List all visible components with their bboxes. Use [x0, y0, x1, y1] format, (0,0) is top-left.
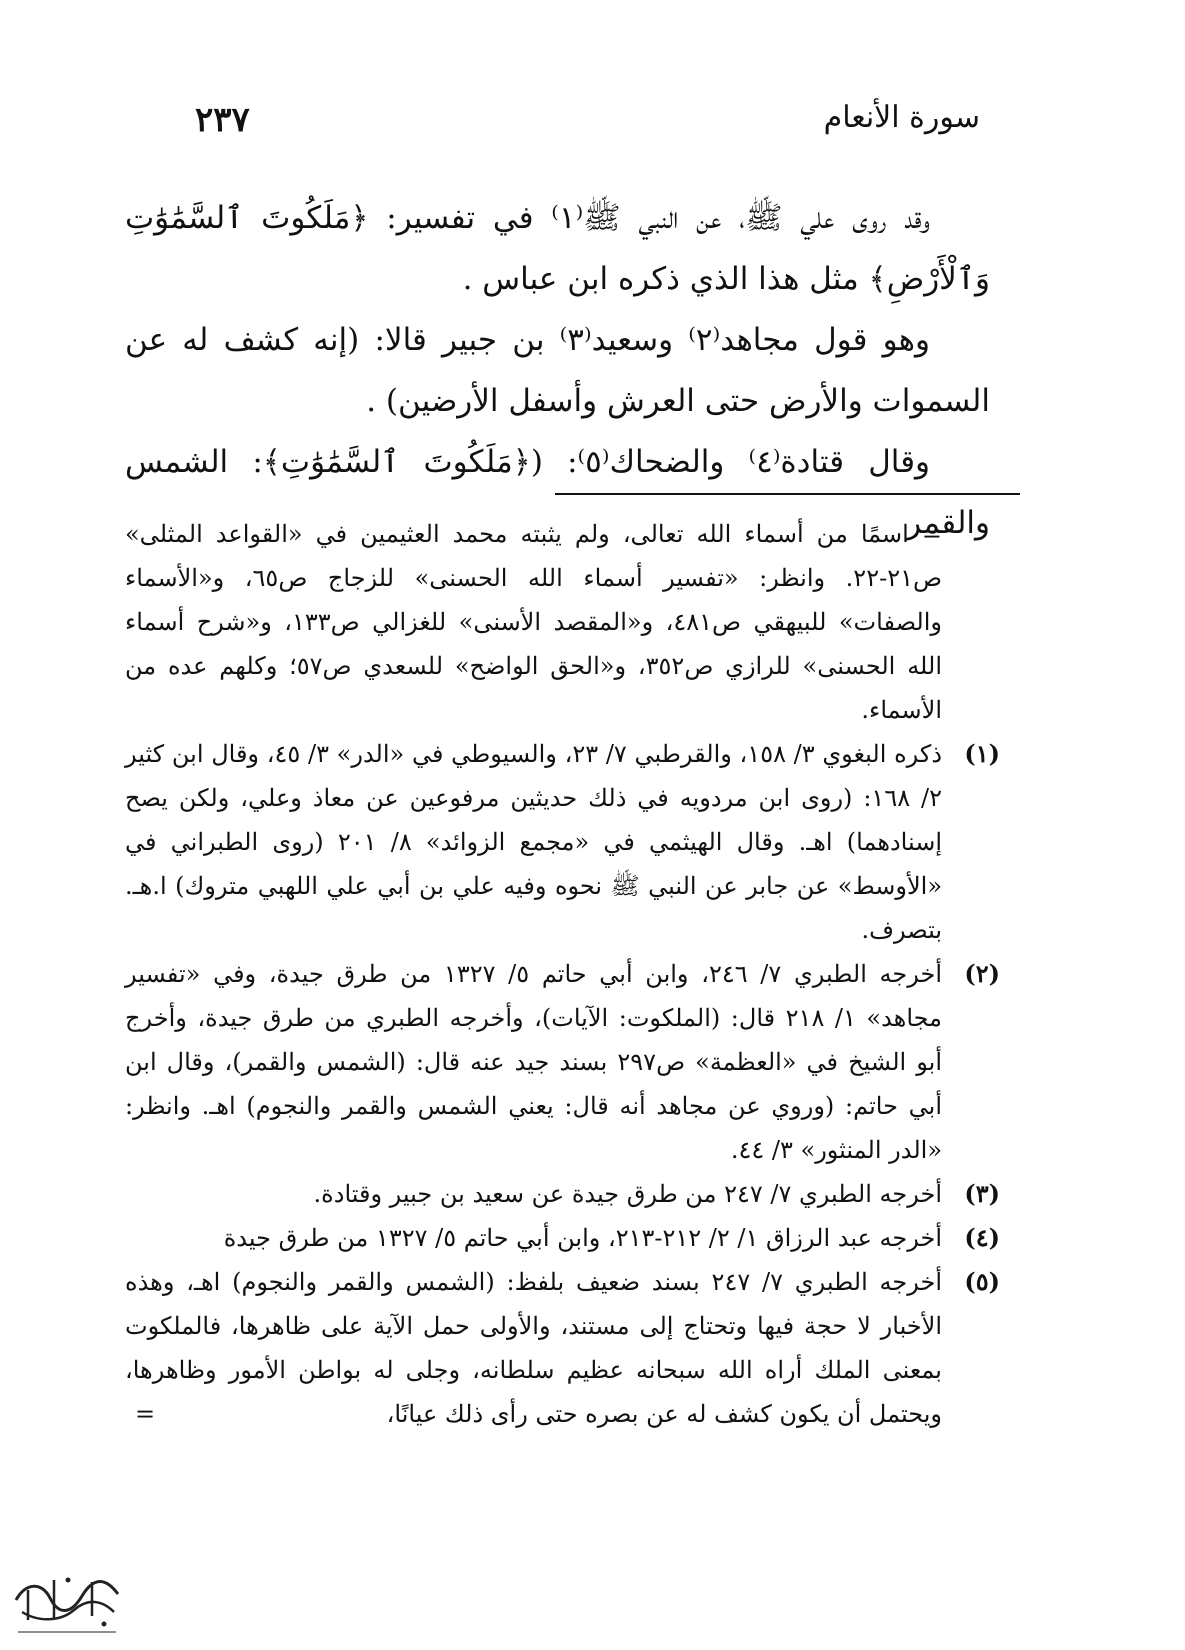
main-text	[125, 188, 990, 554]
footnote-number: (٥)	[964, 1267, 1000, 1296]
footnote-5	[125, 1260, 1000, 1436]
continued-mark: =	[135, 1400, 156, 1428]
footnote-3	[125, 1172, 1000, 1216]
footnote-number: (١)	[964, 739, 1000, 768]
footnote-text: أخرجه عبد الرزاق ١/ ٢/ ٢١٢-٢١٣، وابن أبي حاتم ٥/ ١٣٢٧ من طرق جيدة	[223, 1224, 942, 1252]
footnote-1	[125, 732, 1000, 952]
page-header	[195, 100, 980, 150]
footnote-number: (٣)	[964, 1179, 1000, 1208]
footnote-4	[125, 1216, 1000, 1260]
paragraph-3: وقال قتادة⁽٤⁾ والضحاك⁽٥⁾: (﴿مَلَكُوتَ ٱلسَّمَٰوَٰتِ﴾: الشمس والقمر	[125, 444, 990, 541]
footnote-text: أخرجه الطبري ٧/ ٢٤٧ من طرق جيدة عن سعيد بن جبير وقتادة.	[313, 1180, 942, 1208]
footnote-continuation: = اسمًا من أسماء الله تعالى، ولم يثبته محمد العثيمين في «القواعد المثلى» ص٢١-٢٢. وانظر: «تفسير أسماء الله الحسنى» للزجاج ص٦٥، و«الأسماء والصفات» للبيهقي ص٤٨١، و«المقصد الأسنى» للغزالي ص١٣٣، و«شرح أسماء الله الحسنى» للرازي ص٣٥٢، و«الحق الواضح» للسعدي ص٥٧؛ وكلهم عده من الأسماء.	[125, 520, 942, 724]
footnote-divider	[555, 493, 1020, 495]
publisher-logo	[8, 1560, 126, 1642]
page-number: ٢٣٧	[195, 100, 250, 140]
footnote-2	[125, 952, 1000, 1172]
footnote-text: أخرجه الطبري ٧/ ٢٤٧ بسند ضعيف بلفظ: (الشمس والقمر والنجوم) اهـ، وهذه الأخبار لا حجة فيها وتحتاج إلى مستند، والأولى حمل الآية على ظاهرها، فالملكوت بمعنى الملك أراه الله سبحانه عظيم سلطانه، وجلى له بواطن الأمور وظاهرها، ويحتمل أن يكون كشف له عن بصره حتى رأى ذلك عيانًا،	[125, 1268, 942, 1428]
paragraph-2: وهو قول مجاهد⁽٢⁾ وسعيد⁽٣⁾ بن جبير قالا: (إنه كشف له عن السموات والأرض حتى العرش وأسفل الأرضين) .	[125, 322, 990, 419]
footnote-number: (٤)	[964, 1223, 1000, 1252]
footnote-text: ذكره البغوي ٣/ ١٥٨، والقرطبي ٧/ ٢٣، والسيوطي في «الدر» ٣/ ٤٥، وقال ابن كثير ٢/ ١٦٨: (روى ابن مردويه في ذلك حديثين مرفوعين عن معاذ وعلي، ولكن يصح إسنادهما) اهـ. وقال الهيثمي في «مجمع الزوائد» ٨/ ٢٠١ (روى الطبراني في «الأوسط» عن جابر عن النبي ﷺ نحوه وفيه علي بن أبي علي اللهبي متروك) ا.هـ. بتصرف.	[125, 740, 943, 944]
footnotes	[125, 512, 1000, 1436]
paragraph-1: وقد روى علي ﷺ، عن النبي ﷺ⁽١⁾ في تفسير: ﴿مَلَكُوتَ ٱلسَّمَٰوَٰتِ وَٱلْأَرْضِ﴾ مثل هذا الذي ذكره ابن عباس .	[125, 200, 990, 297]
surah-title: سورة الأنعام	[823, 100, 980, 135]
footnote-number: (٢)	[964, 959, 1000, 988]
footnote-text: أخرجه الطبري ٧/ ٢٤٦، وابن أبي حاتم ٥/ ١٣٢٧ من طرق جيدة، وفي «تفسير مجاهد» ١/ ٢١٨ قال: (الملكوت: الآيات)، وأخرجه الطبري من طرق جيدة، وأخرج أبو الشيخ في «العظمة» ص٢٩٧ بسند جيد عنه قال: (الشمس والقمر)، وقال ابن أبي حاتم: (وروي عن مجاهد أنه قال: يعني الشمس والقمر والنجوم) اهـ. وانظر: «الدر المنثور» ٣/ ٤٤.	[125, 960, 943, 1164]
